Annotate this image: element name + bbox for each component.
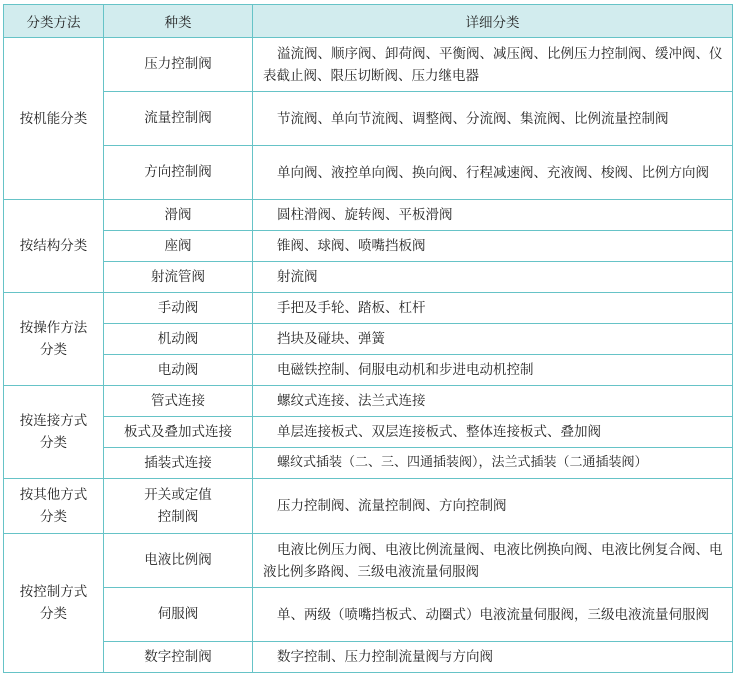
table-row (4, 262, 733, 293)
table-row (4, 386, 733, 417)
detail-cell: 锥阀、球阀、喷嘴挡板阀 (253, 231, 733, 262)
detail-cell: 单向阀、液控单向阀、换向阀、行程减速阀、充液阀、梭阀、比例方向阀 (253, 146, 733, 200)
detail-cell: 螺纹式插装（二、三、四通插装阀），法兰式插装（二通插装阀） (253, 448, 733, 479)
table-row (4, 293, 733, 324)
kind-cell: 伺服阀 (104, 588, 253, 642)
detail-cell: 单、两级（喷嘴挡板式、动圈式）电液流量伺服阀，三级电液流量伺服阀 (253, 588, 733, 642)
kind-cell: 机动阀 (104, 324, 253, 355)
detail-cell: 手把及手轮、踏板、杠杆 (253, 293, 733, 324)
table-row (4, 642, 733, 673)
detail-cell: 压力控制阀、流量控制阀、方向控制阀 (253, 479, 733, 534)
kind-cell: 电液比例阀 (104, 534, 253, 588)
table-row (4, 479, 733, 534)
kind-cell: 手动阀 (104, 293, 253, 324)
detail-cell: 挡块及碰块、弹簧 (253, 324, 733, 355)
table-row (4, 200, 733, 231)
method-cell: 按操作方法分类 (4, 293, 104, 386)
table-row (4, 417, 733, 448)
detail-cell: 螺纹式连接、法兰式连接 (253, 386, 733, 417)
method-cell: 按机能分类 (4, 38, 104, 200)
method-cell: 按其他方式分类 (4, 479, 104, 534)
header-row (4, 5, 733, 38)
detail-cell: 节流阀、单向节流阀、调整阀、分流阀、集流阀、比例流量控制阀 (253, 92, 733, 146)
table-row (4, 146, 733, 200)
kind-cell: 板式及叠加式连接 (104, 417, 253, 448)
header-kind: 种类 (104, 5, 253, 38)
kind-cell: 方向控制阀 (104, 146, 253, 200)
kind-cell: 数字控制阀 (104, 642, 253, 673)
table-row (4, 324, 733, 355)
kind-cell: 压力控制阀 (104, 38, 253, 92)
detail-cell: 射流阀 (253, 262, 733, 293)
table-row (4, 92, 733, 146)
detail-cell: 圆柱滑阀、旋转阀、平板滑阀 (253, 200, 733, 231)
detail-cell: 电液比例压力阀、电液比例流量阀、电液比例换向阀、电液比例复合阀、电液比例多路阀、三级电液流量伺服阀 (253, 534, 733, 588)
table-row (4, 448, 733, 479)
kind-cell: 电动阀 (104, 355, 253, 386)
table-row (4, 231, 733, 262)
header-method: 分类方法 (4, 5, 104, 38)
kind-cell: 滑阀 (104, 200, 253, 231)
kind-cell: 射流管阀 (104, 262, 253, 293)
kind-cell: 开关或定值控制阀 (104, 479, 253, 534)
kind-cell: 插装式连接 (104, 448, 253, 479)
detail-cell: 数字控制、压力控制流量阀与方向阀 (253, 642, 733, 673)
valve-classification-table (3, 4, 733, 673)
table-row (4, 38, 733, 92)
detail-cell: 单层连接板式、双层连接板式、整体连接板式、叠加阀 (253, 417, 733, 448)
header-detail: 详细分类 (253, 5, 733, 38)
method-cell: 按控制方式分类 (4, 534, 104, 673)
detail-cell: 溢流阀、顺序阀、卸荷阀、平衡阀、减压阀、比例压力控制阀、缓冲阀、仪表截止阀、限压切断阀、压力继电器 (253, 38, 733, 92)
kind-cell: 管式连接 (104, 386, 253, 417)
detail-cell: 电磁铁控制、伺服电动机和步进电动机控制 (253, 355, 733, 386)
kind-cell: 座阀 (104, 231, 253, 262)
table-row (4, 588, 733, 642)
method-cell: 按结构分类 (4, 200, 104, 293)
method-cell: 按连接方式分类 (4, 386, 104, 479)
table-row (4, 534, 733, 588)
kind-cell: 流量控制阀 (104, 92, 253, 146)
table-row (4, 355, 733, 386)
